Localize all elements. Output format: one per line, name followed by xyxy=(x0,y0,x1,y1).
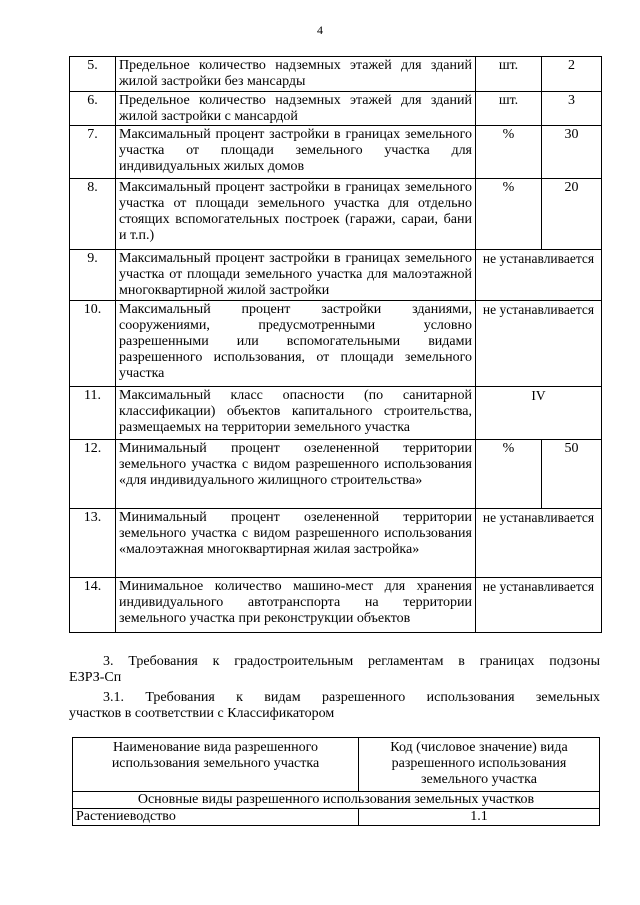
table-header-row xyxy=(73,738,600,792)
row-value: не устанавливается xyxy=(476,509,602,578)
header-name: Наименование вида разрешенного использования земельного участка xyxy=(73,738,359,792)
row-value: 20 xyxy=(542,179,602,250)
row-number: 6. xyxy=(70,92,116,126)
paragraph-line: ЕЗРЗ-Сп xyxy=(69,670,122,685)
row-unit: шт. xyxy=(476,92,542,126)
paragraph-line: 3.1. Требования к видам разрешенного использования земельных xyxy=(103,690,600,705)
land-use-table xyxy=(72,737,600,826)
section-title: Основные виды разрешенного использования земельных участков xyxy=(73,792,600,809)
use-code: 1.1 xyxy=(359,809,600,826)
row-description: Предельное количество надземных этажей для зданий жилой застройки с мансардой xyxy=(116,92,476,126)
row-number: 9. xyxy=(70,250,116,301)
table-row xyxy=(70,126,602,179)
row-number: 8. xyxy=(70,179,116,250)
table-row xyxy=(70,92,602,126)
table-row xyxy=(70,387,602,440)
subsection-paragraph xyxy=(69,690,600,722)
row-value: IV xyxy=(476,387,602,440)
section-heading-paragraph xyxy=(69,654,600,686)
row-number: 10. xyxy=(70,301,116,387)
row-description: Максимальный процент застройки в границах земельного участка от площади земельного участка для малоэтажной многоквартирной жилой застройки xyxy=(116,250,476,301)
row-description: Предельное количество надземных этажей для зданий жилой застройки без мансарды xyxy=(116,57,476,92)
row-number: 7. xyxy=(70,126,116,179)
use-name: Растениеводство xyxy=(73,809,359,826)
row-number: 12. xyxy=(70,440,116,509)
table-row xyxy=(70,578,602,633)
row-value: не устанавливается xyxy=(476,301,602,387)
row-unit: % xyxy=(476,126,542,179)
row-number: 5. xyxy=(70,57,116,92)
header-code: Код (числовое значение) вида разрешенного использования земельного участка xyxy=(359,738,600,792)
row-number: 14. xyxy=(70,578,116,633)
row-unit: шт. xyxy=(476,57,542,92)
row-number: 11. xyxy=(70,387,116,440)
table-row xyxy=(70,440,602,509)
row-description: Минимальный процент озелененной территории земельного участка с видом разрешенного использования «для индивидуального жилищного строительства» xyxy=(116,440,476,509)
row-number: 13. xyxy=(70,509,116,578)
row-value: 50 xyxy=(542,440,602,509)
paragraph-line: участков в соответствии с Классификатором xyxy=(69,706,335,721)
row-value: 30 xyxy=(542,126,602,179)
row-description: Минимальное количество машино-мест для хранения индивидуального автотранспорта на территории земельного участка при реконструкции объектов xyxy=(116,578,476,633)
row-value: не устанавливается xyxy=(476,578,602,633)
page-number: 4 xyxy=(317,23,323,37)
row-description: Минимальный процент озелененной территории земельного участка с видом разрешенного использования «малоэтажная многоквартирная жилая застройка» xyxy=(116,509,476,578)
row-description: Максимальный процент застройки в границах земельного участка от площади земельного участка для отдельно стоящих вспомогательных построек (гаражи, сараи, бани и т.п.) xyxy=(116,179,476,250)
row-value: 3 xyxy=(542,92,602,126)
row-value: 2 xyxy=(542,57,602,92)
table-row xyxy=(70,179,602,250)
table-row xyxy=(70,250,602,301)
row-description: Максимальный процент застройки зданиями, сооружениями, предусмотренными условно разрешенными или вспомогательными видами разрешенного использования, от площади земельного участка xyxy=(116,301,476,387)
row-description: Максимальный процент застройки в границах земельного участка от площади земельного участка для индивидуальных жилых домов xyxy=(116,126,476,179)
row-value: не устанавливается xyxy=(476,250,602,301)
table-row xyxy=(70,301,602,387)
table-row xyxy=(73,809,600,826)
row-unit: % xyxy=(476,440,542,509)
table-section-row xyxy=(73,792,600,809)
table-row xyxy=(70,57,602,92)
row-unit: % xyxy=(476,179,542,250)
paragraph-line: 3. Требования к градостроительным регламентам в границах подзоны xyxy=(103,654,600,669)
row-description: Максимальный класс опасности (по санитарной классификации) объектов капитального строительства, размещаемых на территории земельного участка xyxy=(116,387,476,440)
regulations-table xyxy=(69,56,602,633)
table-row xyxy=(70,509,602,578)
